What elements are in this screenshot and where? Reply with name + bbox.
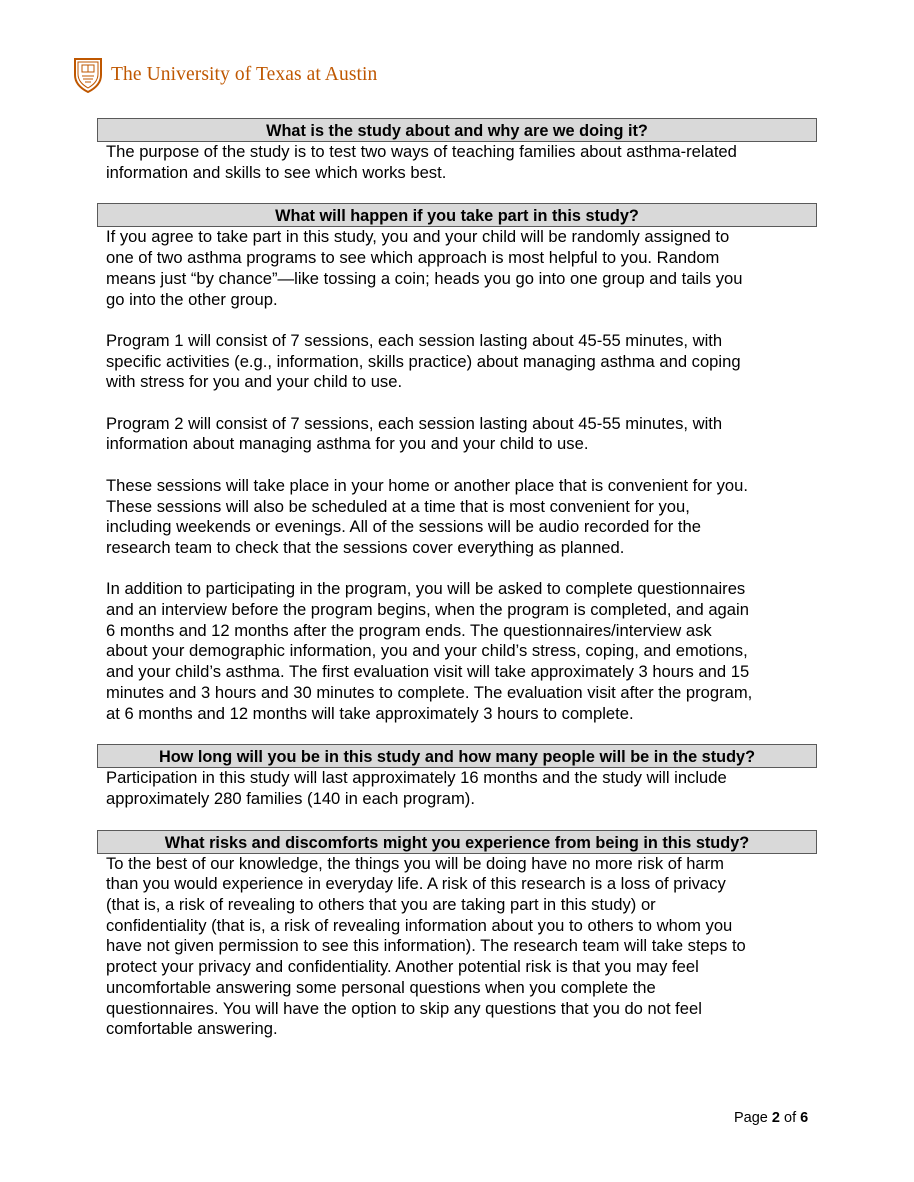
paragraph: If you agree to take part in this study, you and your child will be randomly assigned to one of two asthma programs to see which approach is most helpful to you. Random means just “by chance”—like tossing a coin; heads you go into one group and tails you go into the other group. (106, 227, 743, 309)
ut-seal-icon (73, 57, 103, 93)
of-word: of (784, 1110, 797, 1126)
current-page: 2 (771, 1110, 780, 1126)
section-text (97, 227, 817, 724)
section-duration (97, 744, 817, 809)
page-word: Page (734, 1110, 768, 1126)
page-number (734, 1110, 808, 1126)
university-logo (73, 57, 377, 93)
total-pages: 6 (800, 1110, 809, 1126)
section-heading: What is the study about and why are we doing it? (97, 118, 817, 142)
section-text (97, 854, 817, 1040)
paragraph: The purpose of the study is to test two ways of teaching families about asthma-related information and skills to see which works best. (106, 142, 737, 182)
section-procedures (97, 203, 817, 724)
section-risks (97, 830, 817, 1040)
section-heading: What risks and discomforts might you experience from being in this study? (97, 830, 817, 854)
paragraph: In addition to participating in the program, you will be asked to complete questionnaires and an interview before the program begins, when the program is completed, and again 6 months and 12 months after the program ends. The questionnaires/interview ask about your demographic information, you and your child’s stress, coping, and emotions, and your child’s asthma. The first evaluation visit will take approximately 3 hours and 15 minutes and 3 hours and 30 minutes to complete. The evaluation visit after the program, at 6 months and 12 months will take approximately 3 hours to complete. (106, 579, 753, 723)
paragraph: These sessions will take place in your home or another place that is convenient for you. These sessions will also be scheduled at a time that is most convenient for you, including weekends or evenings. All of the sessions will be audio recorded for the research team to check that the sessions cover everything as planned. (106, 475, 748, 557)
section-text (97, 142, 817, 183)
document-body (97, 118, 817, 1060)
paragraph: Program 2 will consist of 7 sessions, each session lasting about 45-55 minutes, with information about managing asthma for you and your child to use. (106, 413, 723, 454)
paragraph: Participation in this study will last approximately 16 months and the study will include approximately 280 families (140 in each program). (106, 768, 727, 808)
section-heading: How long will you be in this study and how many people will be in the study? (97, 744, 817, 768)
paragraph: Program 1 will consist of 7 sessions, each session lasting about 45-55 minutes, with specific activities (e.g., information, skills practice) about managing asthma and coping with stress for you and your child to use. (106, 330, 741, 392)
section-text (97, 768, 817, 809)
section-heading: What will happen if you take part in this study? (97, 203, 817, 227)
section-study-purpose (97, 118, 817, 183)
paragraph: To the best of our knowledge, the things you will be doing have no more risk of harm than you would experience in everyday life. A risk of this research is a loss of privacy (that is, a risk of revealing to others that you are taking part in this study) or confidentiality (that is, a risk of revealing information about you to others to whom you have not given permission to see this information). The research team will take steps to protect your privacy and confidentiality. Another potential risk is that you may feel uncomfortable answering some personal questions when you complete the questionnaires. You will have the option to skip any questions that you do not feel comfortable answering. (106, 853, 746, 1039)
university-name: The University of Texas at Austin (111, 64, 378, 85)
